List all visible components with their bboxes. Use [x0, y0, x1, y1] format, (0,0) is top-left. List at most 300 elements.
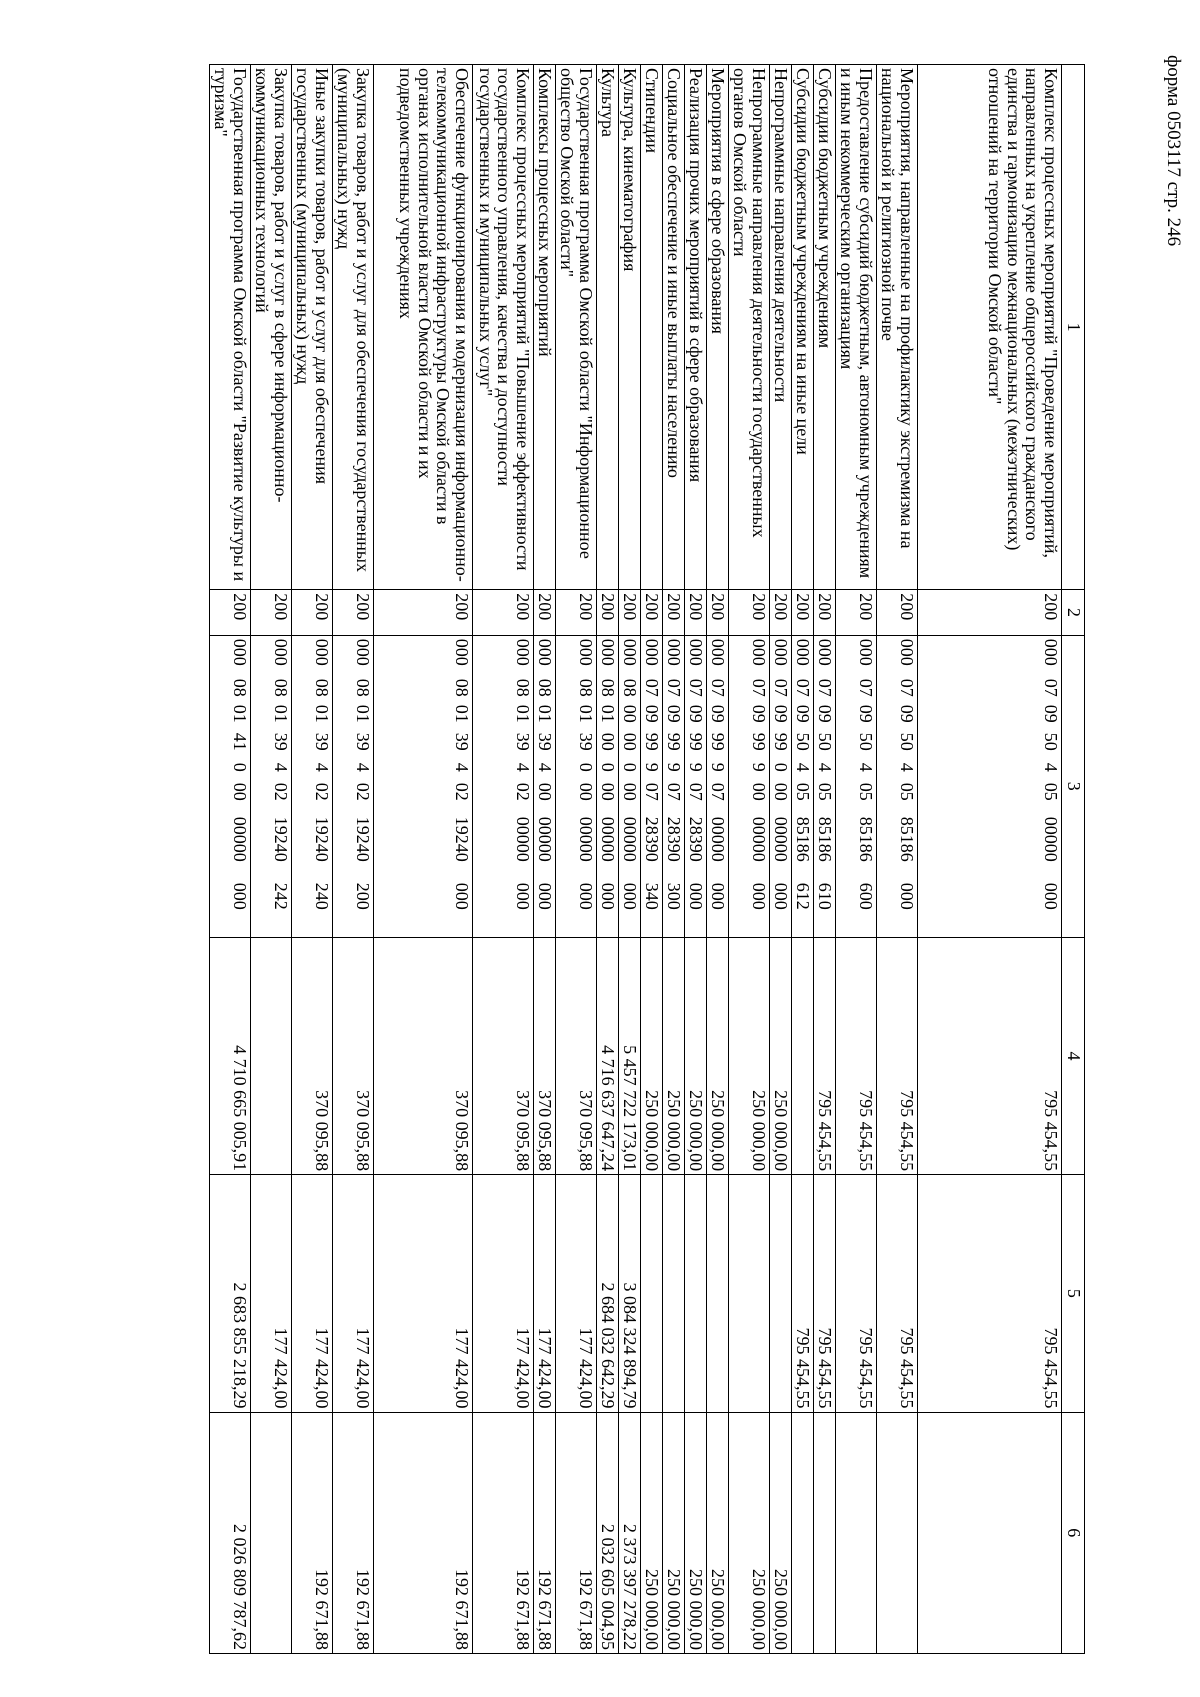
row-executed: 177 424,00: [292, 1175, 333, 1412]
code-part: 000: [686, 638, 706, 666]
code-part: 000: [576, 882, 596, 910]
code-part: 99: [686, 732, 706, 751]
code-part: 39: [576, 732, 596, 751]
code-part: 000: [856, 638, 876, 666]
row-executed: 177 424,00: [473, 1175, 534, 1412]
row-remaining: [792, 1412, 814, 1653]
table-row: [663, 65, 685, 1654]
code-part: 000: [452, 638, 472, 666]
code-part: 08: [513, 678, 533, 697]
row-approved: 370 095,88: [534, 937, 556, 1174]
code-part: 000: [535, 638, 555, 666]
row-approved: 370 095,88: [333, 937, 374, 1174]
row-name: Социальное обеспечение и иные выплаты населению: [663, 65, 685, 590]
row-remaining: 192 671,88: [333, 1412, 374, 1653]
code-part: 000: [897, 638, 917, 666]
row-approved: 370 095,88: [473, 937, 534, 1174]
code-part: 00000: [513, 816, 533, 862]
code-part: 02: [513, 782, 533, 801]
code-part: 19240: [452, 816, 472, 862]
code-part: 01: [452, 704, 472, 723]
code-part: 340: [642, 882, 662, 910]
code-part: 000: [230, 638, 250, 666]
row-name: Субсидии бюджетным учреждениям на иные цели: [792, 65, 814, 590]
row-budget-code: [597, 635, 619, 937]
code-part: 07: [664, 782, 684, 801]
code-part: 000: [642, 638, 662, 666]
code-part: 00: [576, 782, 596, 801]
code-part: 612: [793, 882, 813, 910]
header-col-2: 2: [1062, 590, 1085, 635]
header-col-1: 1: [1062, 65, 1085, 590]
table-row: [534, 65, 556, 1654]
header-col-5: 5: [1062, 1175, 1085, 1412]
code-part: 4: [452, 762, 472, 772]
code-part: 000: [230, 882, 250, 910]
table-row: [641, 65, 663, 1654]
code-part: 00000: [749, 816, 769, 862]
row-line-code: 200: [534, 590, 556, 635]
row-name: Непрограммные направления деятельности государственных органов Омской области: [729, 65, 770, 590]
code-part: 09: [815, 704, 835, 723]
code-part: 000: [598, 638, 618, 666]
row-executed: 177 424,00: [374, 1175, 473, 1412]
code-part: 000: [271, 638, 291, 666]
code-part: 610: [815, 882, 835, 910]
table-row: [792, 65, 814, 1654]
code-part: 000: [771, 638, 791, 666]
code-part: 09: [708, 704, 728, 723]
code-part: 01: [535, 704, 555, 723]
code-part: 08: [620, 678, 640, 697]
row-name: Культура, кинематография: [619, 65, 641, 590]
row-line-code: 200: [877, 590, 918, 635]
row-executed: 2 684 032 642,29: [597, 1175, 619, 1412]
code-part: 4: [353, 762, 373, 772]
code-part: 02: [452, 782, 472, 801]
row-approved: 5 457 722 173,01: [619, 937, 641, 1174]
code-part: 4: [1041, 762, 1061, 772]
code-part: 99: [664, 732, 684, 751]
row-executed: [707, 1175, 729, 1412]
row-remaining: [877, 1412, 918, 1653]
row-budget-code: [641, 635, 663, 937]
code-part: 000: [312, 638, 332, 666]
code-part: 9: [749, 762, 769, 772]
row-name: Комплекс процессных мероприятий "Повышение эффективности государственного управления, качества и доступности государственных и муниципальных услуг": [473, 65, 534, 590]
row-approved: 250 000,00: [770, 937, 792, 1174]
row-budget-code: [707, 635, 729, 937]
code-part: 08: [230, 678, 250, 697]
code-part: 00000: [535, 816, 555, 862]
row-executed: 795 454,55: [836, 1175, 877, 1412]
row-remaining: 2 373 397 278,22: [619, 1412, 641, 1653]
row-budget-code: [877, 635, 918, 937]
row-name: Государственная программа Омской области "Развитие культуры и туризма": [210, 65, 251, 590]
form-caption: форма 0503117 стр. 246: [1163, 55, 1184, 247]
row-executed: [663, 1175, 685, 1412]
row-executed: 795 454,55: [877, 1175, 918, 1412]
row-executed: 177 424,00: [251, 1175, 292, 1412]
code-part: 242: [271, 882, 291, 910]
row-line-code: 200: [918, 590, 1062, 635]
row-line-code: 200: [556, 590, 597, 635]
row-line-code: 200: [836, 590, 877, 635]
code-part: 01: [513, 704, 533, 723]
code-part: 01: [230, 704, 250, 723]
code-part: 39: [513, 732, 533, 751]
code-part: 08: [271, 678, 291, 697]
row-executed: [770, 1175, 792, 1412]
row-name: Стипендии: [641, 65, 663, 590]
code-part: 9: [708, 762, 728, 772]
code-part: 00: [230, 782, 250, 801]
code-part: 01: [271, 704, 291, 723]
row-line-code: 200: [729, 590, 770, 635]
code-part: 28390: [686, 816, 706, 862]
table-row: [707, 65, 729, 1654]
row-budget-code: [792, 635, 814, 937]
code-part: 000: [793, 638, 813, 666]
code-part: 08: [353, 678, 373, 697]
code-part: 00: [598, 782, 618, 801]
row-name: Государственная программа Омской области "Информационное общество Омской области": [556, 65, 597, 590]
row-approved: 795 454,55: [877, 937, 918, 1174]
code-part: 000: [1041, 638, 1061, 666]
budget-table: [209, 64, 1085, 1654]
code-part: 000: [620, 638, 640, 666]
row-remaining: [836, 1412, 877, 1653]
code-part: 39: [271, 732, 291, 751]
code-part: 00000: [230, 816, 250, 862]
code-part: 07: [642, 678, 662, 697]
code-part: 99: [749, 732, 769, 751]
code-part: 08: [535, 678, 555, 697]
code-part: 000: [749, 638, 769, 666]
row-line-code: 200: [792, 590, 814, 635]
row-budget-code: [534, 635, 556, 937]
row-line-code: 200: [597, 590, 619, 635]
row-line-code: 200: [641, 590, 663, 635]
code-part: 85186: [793, 816, 813, 862]
code-part: 00: [535, 782, 555, 801]
row-line-code: 200: [473, 590, 534, 635]
code-part: 09: [897, 704, 917, 723]
code-part: 07: [1041, 678, 1061, 697]
code-part: 07: [793, 678, 813, 697]
row-remaining: 192 671,88: [534, 1412, 556, 1653]
row-executed: 795 454,55: [918, 1175, 1062, 1412]
code-part: 0: [771, 762, 791, 772]
table-row: [729, 65, 770, 1654]
row-line-code: 200: [770, 590, 792, 635]
code-part: 9: [664, 762, 684, 772]
table-row: [836, 65, 877, 1654]
code-part: 07: [664, 678, 684, 697]
row-line-code: 200: [619, 590, 641, 635]
code-part: 28390: [664, 816, 684, 862]
code-part: 000: [513, 638, 533, 666]
code-part: 08: [598, 678, 618, 697]
code-part: 07: [708, 782, 728, 801]
code-part: 000: [708, 638, 728, 666]
code-part: 50: [793, 732, 813, 751]
row-remaining: [251, 1412, 292, 1653]
code-part: 85186: [897, 816, 917, 862]
table-row: [918, 65, 1062, 1654]
row-name: Комплексы процессных мероприятий: [534, 65, 556, 590]
row-budget-code: [619, 635, 641, 937]
code-part: 4: [312, 762, 332, 772]
row-name: Мероприятия в сфере образования: [707, 65, 729, 590]
row-budget-code: [333, 635, 374, 937]
code-part: 09: [642, 704, 662, 723]
code-part: 41: [230, 732, 250, 751]
code-part: 01: [598, 704, 618, 723]
row-remaining: 192 671,88: [374, 1412, 473, 1653]
row-budget-code: [374, 635, 473, 937]
table-row: [251, 65, 292, 1654]
row-name: Непрограммные направления деятельности: [770, 65, 792, 590]
code-part: 000: [535, 882, 555, 910]
code-part: 000: [513, 882, 533, 910]
row-approved: 250 000,00: [663, 937, 685, 1174]
code-part: 39: [452, 732, 472, 751]
code-part: 09: [686, 704, 706, 723]
code-part: 00: [749, 782, 769, 801]
header-col-6: 6: [1062, 1412, 1085, 1653]
row-executed: 795 454,55: [792, 1175, 814, 1412]
row-name: Предоставление субсидий бюджетным, автономным учреждениям и иным некоммерческим организациям: [836, 65, 877, 590]
row-remaining: 250 000,00: [770, 1412, 792, 1653]
row-budget-code: [918, 635, 1062, 937]
code-part: 000: [664, 638, 684, 666]
row-executed: 177 424,00: [534, 1175, 556, 1412]
code-part: 00000: [708, 816, 728, 862]
table-row: [292, 65, 333, 1654]
row-name: Комплекс процессных мероприятий "Проведение мероприятий, направленных на укрепление общероссийского гражданского единства и гармонизацию межнациональных (межэтнических) отношений на территории Омской области": [918, 65, 1062, 590]
code-part: 000: [708, 882, 728, 910]
row-approved: [251, 937, 292, 1174]
row-executed: [729, 1175, 770, 1412]
code-part: 000: [353, 638, 373, 666]
code-part: 99: [642, 732, 662, 751]
code-part: 09: [664, 704, 684, 723]
code-part: 01: [353, 704, 373, 723]
row-name: Иные закупки товаров, работ и услуг для обеспечения государственных (муниципальных) нужд: [292, 65, 333, 590]
code-part: 08: [312, 678, 332, 697]
row-budget-code: [251, 635, 292, 937]
row-budget-code: [836, 635, 877, 937]
code-part: 50: [897, 732, 917, 751]
code-part: 39: [312, 732, 332, 751]
table-row: [556, 65, 597, 1654]
code-part: 000: [815, 638, 835, 666]
row-approved: 370 095,88: [556, 937, 597, 1174]
code-part: 02: [312, 782, 332, 801]
table-row: [473, 65, 534, 1654]
code-part: 4: [793, 762, 813, 772]
code-part: 09: [771, 704, 791, 723]
code-part: 00000: [1041, 816, 1061, 862]
row-approved: 250 000,00: [641, 937, 663, 1174]
code-part: 0: [230, 762, 250, 772]
code-part: 99: [771, 732, 791, 751]
code-part: 05: [793, 782, 813, 801]
table-row: [770, 65, 792, 1654]
code-part: 000: [598, 882, 618, 910]
code-part: 00000: [598, 816, 618, 862]
code-part: 07: [708, 678, 728, 697]
code-part: 01: [312, 704, 332, 723]
code-part: 07: [771, 678, 791, 697]
code-part: 99: [708, 732, 728, 751]
row-remaining: 192 671,88: [556, 1412, 597, 1653]
code-part: 300: [664, 882, 684, 910]
header-row: [1062, 65, 1085, 1654]
table-row: [877, 65, 918, 1654]
code-part: 07: [856, 678, 876, 697]
code-part: 4: [856, 762, 876, 772]
table-row: [210, 65, 251, 1654]
code-part: 85186: [815, 816, 835, 862]
row-remaining: 250 000,00: [663, 1412, 685, 1653]
row-approved: 795 454,55: [814, 937, 836, 1174]
code-part: 000: [749, 882, 769, 910]
row-approved: 250 000,00: [685, 937, 707, 1174]
code-part: 0: [598, 762, 618, 772]
code-part: 000: [897, 882, 917, 910]
row-approved: 4 710 665 005,91: [210, 937, 251, 1174]
row-approved: 795 454,55: [918, 937, 1062, 1174]
code-part: 19240: [271, 816, 291, 862]
header-col-4: 4: [1062, 937, 1085, 1174]
code-part: 07: [815, 678, 835, 697]
row-remaining: 192 671,88: [292, 1412, 333, 1653]
code-part: 09: [856, 704, 876, 723]
table-body: [210, 65, 1062, 1654]
row-remaining: 250 000,00: [729, 1412, 770, 1653]
table-row: [619, 65, 641, 1654]
code-part: 07: [749, 678, 769, 697]
code-part: 00: [620, 704, 640, 723]
code-part: 000: [1041, 882, 1061, 910]
code-part: 28390: [642, 816, 662, 862]
row-executed: 3 084 324 894,79: [619, 1175, 641, 1412]
table-row: [597, 65, 619, 1654]
table-row: [685, 65, 707, 1654]
row-remaining: 2 032 605 004,95: [597, 1412, 619, 1653]
code-part: 39: [535, 732, 555, 751]
row-remaining: 2 026 809 787,62: [210, 1412, 251, 1653]
row-name: Закупка товаров, работ и услуг в сфере информационно-коммуникационных технологий: [251, 65, 292, 590]
code-part: 00000: [620, 816, 640, 862]
code-part: 85186: [856, 816, 876, 862]
table-row: [814, 65, 836, 1654]
rotated-page: [90, 64, 1085, 1654]
code-part: 240: [312, 882, 332, 910]
code-part: 07: [642, 782, 662, 801]
row-remaining: 192 671,88: [473, 1412, 534, 1653]
row-budget-code: [473, 635, 534, 937]
row-budget-code: [556, 635, 597, 937]
code-part: 4: [535, 762, 555, 772]
code-part: 09: [793, 704, 813, 723]
row-executed: [641, 1175, 663, 1412]
code-part: 05: [1041, 782, 1061, 801]
row-budget-code: [663, 635, 685, 937]
row-line-code: 200: [251, 590, 292, 635]
code-part: 39: [353, 732, 373, 751]
row-budget-code: [770, 635, 792, 937]
row-remaining: 250 000,00: [641, 1412, 663, 1653]
row-approved: 370 095,88: [374, 937, 473, 1174]
code-part: 000: [620, 882, 640, 910]
code-part: 08: [452, 678, 472, 697]
row-line-code: 200: [685, 590, 707, 635]
code-part: 05: [856, 782, 876, 801]
row-budget-code: [814, 635, 836, 937]
code-part: 09: [749, 704, 769, 723]
code-part: 00: [620, 782, 640, 801]
row-line-code: 200: [814, 590, 836, 635]
row-executed: 795 454,55: [814, 1175, 836, 1412]
row-approved: 370 095,88: [292, 937, 333, 1174]
code-part: 08: [576, 678, 596, 697]
code-part: 4: [513, 762, 533, 772]
code-part: 0: [576, 762, 596, 772]
code-part: 9: [642, 762, 662, 772]
row-remaining: [918, 1412, 1062, 1653]
code-part: 9: [686, 762, 706, 772]
row-budget-code: [210, 635, 251, 937]
code-part: 600: [856, 882, 876, 910]
code-part: 05: [815, 782, 835, 801]
row-name: Субсидии бюджетным учреждениям: [814, 65, 836, 590]
code-part: 19240: [353, 816, 373, 862]
code-part: 07: [686, 678, 706, 697]
row-remaining: [814, 1412, 836, 1653]
table-row: [374, 65, 473, 1654]
row-line-code: 200: [333, 590, 374, 635]
row-name: Обеспечение функционирования и модернизация информационно-телекоммуникационной инфраструктуры Омской области в органах исполнительной власти Омской области и их подведомственных учреждениях: [374, 65, 473, 590]
code-part: 19240: [312, 816, 332, 862]
code-part: 00: [620, 732, 640, 751]
code-part: 0: [620, 762, 640, 772]
row-approved: 795 454,55: [836, 937, 877, 1174]
row-budget-code: [685, 635, 707, 937]
code-part: 09: [1041, 704, 1061, 723]
code-part: 07: [897, 678, 917, 697]
row-name: Реализация прочих мероприятий в сфере образования: [685, 65, 707, 590]
code-part: 000: [686, 882, 706, 910]
row-line-code: 200: [210, 590, 251, 635]
table-row: [333, 65, 374, 1654]
code-part: 07: [686, 782, 706, 801]
row-remaining: 250 000,00: [685, 1412, 707, 1653]
row-budget-code: [729, 635, 770, 937]
code-part: 200: [353, 882, 373, 910]
code-part: 50: [856, 732, 876, 751]
row-approved: 250 000,00: [729, 937, 770, 1174]
row-remaining: 250 000,00: [707, 1412, 729, 1653]
row-budget-code: [292, 635, 333, 937]
row-line-code: 200: [292, 590, 333, 635]
code-part: 000: [576, 638, 596, 666]
code-part: 4: [815, 762, 835, 772]
code-part: 00000: [771, 816, 791, 862]
row-executed: 2 683 855 218,29: [210, 1175, 251, 1412]
